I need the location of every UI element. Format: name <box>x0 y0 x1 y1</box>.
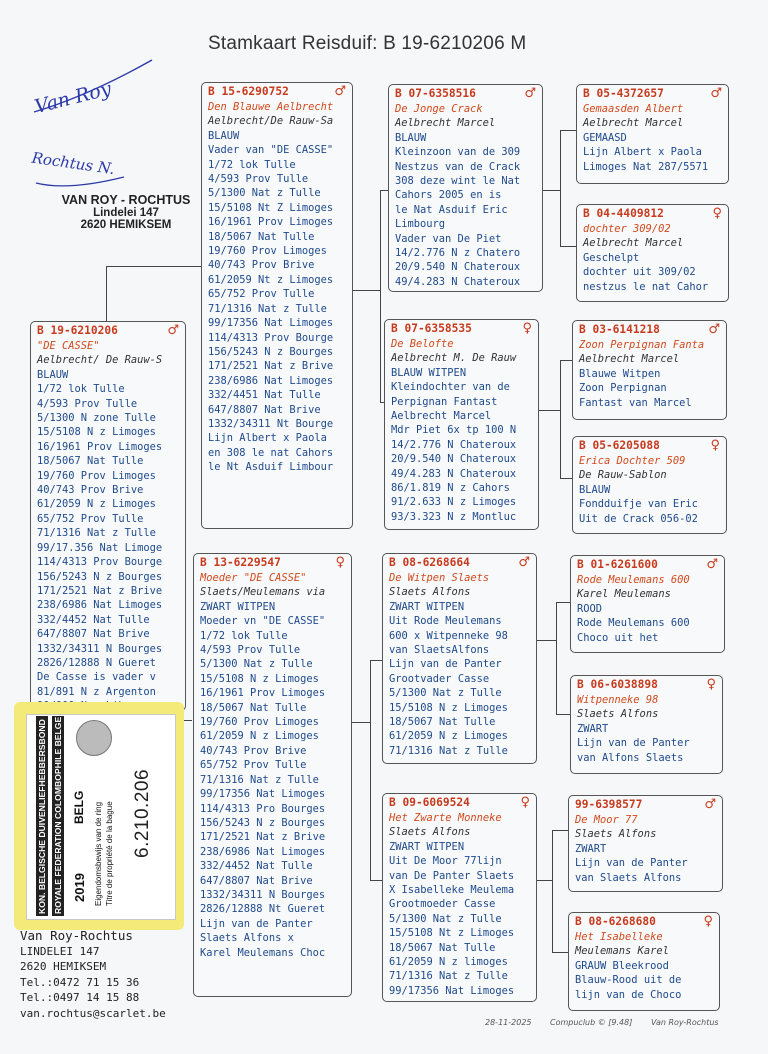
sex-icon: ♀ <box>520 795 530 810</box>
pigeon-breeder: Aelbrecht Marcel <box>583 237 684 250</box>
connector-line <box>370 880 382 881</box>
pigeon-header <box>200 556 351 571</box>
owner-city: 2620 HEMIKSEM <box>20 960 107 973</box>
pigeon-card-father <box>201 82 353 529</box>
pigeon-result-line: 65/752 Prov Tulle <box>200 759 307 772</box>
pigeon-result-line: 61/2059 N z Limoges <box>389 730 508 743</box>
pigeon-result-line: 15/5108 Nt Z Limoges <box>208 201 334 214</box>
pigeon-result-line: 171/2521 Nat z Brive <box>37 584 163 597</box>
ring-number: B 04-4409812 <box>583 207 664 220</box>
signature-text-2: Rochtus N. <box>30 148 116 179</box>
pigeon-result-line: 4/593 Prov Tulle <box>200 644 301 657</box>
ring-number: 6.210.206 <box>132 768 153 858</box>
pigeon-result-line: 61/2059 N z Limoges <box>200 730 319 743</box>
pigeon-header <box>208 85 352 100</box>
pigeon-result-line: Limoges Nat 287/5571 <box>583 160 709 173</box>
pigeon-card-mfm <box>570 675 723 774</box>
pigeon-result-line: Limbourg <box>395 218 446 231</box>
pigeon-card-fmm <box>572 436 727 534</box>
pigeon-result-line: 19/760 Prov Limoges <box>208 245 327 258</box>
pigeon-result-line: 20/9.540 N Chateroux <box>395 261 521 274</box>
connector-line <box>537 880 552 881</box>
pigeon-result-line: 71/1316 Nat z Tulle <box>200 773 319 786</box>
connector-line <box>352 722 370 723</box>
owner-tel-2: Tel.:0497 14 15 88 <box>20 991 140 1004</box>
pigeon-result-line: 18/5067 Nat Tulle <box>208 230 315 243</box>
ring-number: B 06-6038898 <box>577 678 658 691</box>
pigeon-result-line: 14/2.776 N Chateroux <box>391 438 517 451</box>
pigeon-result-line: Lijn Albert x Paola <box>583 146 702 159</box>
pigeon-result-line: 61/2059 N z limoges <box>389 956 508 969</box>
page-title: Stamkaart Reisduif: B 19-6210206 M <box>208 33 527 54</box>
pigeon-result-line: 332/4451 Nat Tulle <box>208 389 321 402</box>
pigeon-result-line: Nestzus van de Crack <box>395 160 521 173</box>
pigeon-result-line: 114/4313 Prov Bourge <box>37 556 163 569</box>
pigeon-result-line: 1/72 lok Tulle <box>208 158 296 171</box>
pigeon-result-line: 65/752 Prov Tulle <box>37 512 144 525</box>
signature-van-roy <box>28 38 158 118</box>
connector-line <box>370 660 371 880</box>
pigeon-result-line: 171/2521 Nat z Brive <box>208 360 334 373</box>
stamp-line-1: VAN ROY - ROCHTUS <box>61 193 191 207</box>
ring-number: B 07-6358535 <box>391 322 472 335</box>
connector-line <box>106 266 202 267</box>
pigeon-color: ZWART <box>575 842 607 855</box>
pigeon-header <box>395 87 542 102</box>
connector-line <box>552 830 568 831</box>
pigeon-result-line: Slaets Alfons x <box>200 932 294 945</box>
pigeon-breeder: Aelbrecht Marcel <box>395 117 496 130</box>
pigeon-result-line: 5/1300 Nat z Tulle <box>389 687 502 700</box>
pigeon-name: Erica Dochter 509 <box>579 455 686 467</box>
pigeon-name: "DE CASSE" <box>37 340 100 352</box>
pigeon-result-line: 156/5243 N z Bourges <box>37 570 163 583</box>
pigeon-result-line: 114/4313 Prov Bourge <box>208 331 334 344</box>
pigeon-card-mother <box>193 553 352 997</box>
pigeon-card-mm <box>382 793 537 1002</box>
pigeon-result-line: 93/3.323 N z Montluc <box>391 510 517 523</box>
pigeon-result-line: Kleinzoon van de 309 <box>395 146 521 159</box>
pigeon-result-line: 647/8807 Nat Brive <box>37 628 150 641</box>
pigeon-result-line: 16/1961 Prov Limoges <box>200 687 326 700</box>
pigeon-result-line: 91/2.633 N z Limoges <box>391 496 517 509</box>
ring-number: B 08-6268664 <box>389 556 470 569</box>
pigeon-breeder: De Rauw-Sablon <box>579 469 667 482</box>
pigeon-name: De Belofte <box>391 338 454 350</box>
sex-icon: ♂ <box>708 322 720 337</box>
pigeon-result-line: Fondduifje van Eric <box>579 498 698 511</box>
pigeon-result-line: 1332/34311 N Bourges <box>37 642 163 655</box>
sex-icon: ♂ <box>334 84 346 99</box>
pigeon-result-line: 5/1300 Nat z Tulle <box>389 912 502 925</box>
pigeon-result-line: Choco uit het <box>577 631 659 644</box>
pigeon-result-line: 5/1300 Nat z Tulle <box>200 658 313 671</box>
pigeon-header <box>577 558 724 573</box>
pigeon-result-line: Zoon Perpignan <box>579 382 667 395</box>
pigeon-result-line: Lijn van de Panter <box>389 658 502 671</box>
ring-number: B 03-6141218 <box>579 323 660 336</box>
ring-org-fr: ROYALE FEDERATION COLOMBOPHILE BELGE <box>53 716 63 914</box>
ring-number: B 01-6261600 <box>577 558 658 571</box>
pigeon-name: Het Isabelleke <box>575 931 663 943</box>
pigeon-color: ZWART WITPEN <box>200 600 276 613</box>
pigeon-header <box>389 796 536 811</box>
pigeon-result-line: 71/1316 Nat z Tulle <box>389 744 508 757</box>
pigeon-result-line: 49/4.283 N Chateroux <box>395 275 521 288</box>
pigeon-result-line: 86/1.819 N z Cahors <box>391 482 510 495</box>
pigeon-result-line: 2826/12888 N Gueret <box>37 656 156 669</box>
pigeon-header <box>577 678 722 693</box>
pigeon-breeder: Slaets Alfons <box>389 586 471 599</box>
pigeon-card-mf <box>382 553 537 764</box>
pigeon-breeder: Aelbrecht/ De Rauw-S <box>37 354 163 367</box>
pigeon-result-line: 114/4313 Pro Bourges <box>200 802 326 815</box>
sex-icon: ♀ <box>710 438 720 453</box>
pigeon-color: ZWART WITPEN <box>389 840 465 853</box>
pigeon-result-line: 71/1316 Nat z Tulle <box>37 527 156 540</box>
pigeon-header <box>583 87 728 102</box>
pigeon-name: Moeder "DE CASSE" <box>200 572 307 584</box>
connector-line <box>560 130 561 246</box>
pigeon-breeder: Slaets Alfons <box>389 826 471 839</box>
pigeon-result-line: 99/17356 Nat Limoges <box>208 317 334 330</box>
pigeon-result-line: 1332/34311 N Bourges <box>200 888 326 901</box>
pigeon-card-fff <box>576 84 729 184</box>
pigeon-color: GEMAASD <box>583 131 627 144</box>
pigeon-result-line: Uit de Crack 056-02 <box>579 512 698 525</box>
ring-doc-fr: Titre de propriété de la bague <box>105 801 114 906</box>
pigeon-color: ROOD <box>577 602 603 615</box>
pigeon-result-line: 332/4452 Nat Tulle <box>37 613 150 626</box>
pigeon-result-line: dochter uit 309/02 <box>583 266 696 279</box>
pigeon-color: BLAUW <box>37 368 69 381</box>
pigeon-name: De Witpen Slaets <box>389 572 490 584</box>
pigeon-result-line: Rode Meulemans 600 <box>577 617 690 630</box>
pigeon-result-line: 15/5108 N z Limoges <box>200 672 319 685</box>
pigeon-result-line: 5/1300 N zone Tulle <box>37 412 156 425</box>
address-stamp <box>46 193 206 231</box>
connector-line <box>543 190 560 191</box>
pigeon-result-line: 238/6986 Nat Limoges <box>200 845 326 858</box>
pigeon-header <box>575 798 722 813</box>
ring-doc-nl: Eigendomsbewijs van de ring <box>94 801 103 906</box>
pigeon-header <box>389 556 536 571</box>
pigeon-result-line: Kleindochter van de <box>391 381 510 394</box>
sex-icon: ♀ <box>335 555 345 570</box>
sex-icon: ♂ <box>706 557 718 572</box>
pigeon-result-line: 61/2059 N z Limoges <box>37 498 156 511</box>
pigeon-result-line: Lijn van de Panter <box>577 737 690 750</box>
pigeon-result-line: nestzus le nat Cahor <box>583 280 709 293</box>
signature-text: Van Roy <box>32 77 114 118</box>
pigeon-result-line: 40/743 Prov Brive <box>208 259 315 272</box>
pigeon-result-line: 15/5108 N z Limoges <box>37 426 156 439</box>
sex-icon: ♂ <box>518 555 530 570</box>
pigeon-color: BLAUW <box>395 131 427 144</box>
pigeon-result-line: Grootmoeder Casse <box>389 898 496 911</box>
pigeon-name: Zoon Perpignan Fanta <box>579 339 705 351</box>
pigeon-result-line: Blauw-Rood uit de <box>575 974 682 987</box>
pigeon-result-line: 171/2521 Nat z Brive <box>200 831 326 844</box>
pigeon-result-line: 61/2059 Nt z Limoges <box>208 273 334 286</box>
pigeon-result-line: 49/4.283 N Chateroux <box>391 467 517 480</box>
pigeon-breeder: Aelbrecht M. De Rauw <box>391 352 517 365</box>
pigeon-result-line: 332/4452 Nat Tulle <box>200 860 313 873</box>
connector-line <box>556 602 557 714</box>
connector-line <box>538 410 560 411</box>
footer-software: Compuclub © [9.48] <box>550 1018 633 1027</box>
pigeon-result-line: 19/760 Prov Limoges <box>37 469 156 482</box>
pigeon-color: Geschelpt <box>583 251 640 264</box>
pigeon-result-line: X Isabelleke Meulema <box>389 884 515 897</box>
pigeon-result-line: 18/5067 Nat Tulle <box>389 941 496 954</box>
pigeon-result-line: Lijn Albert x Paola <box>208 432 327 445</box>
pigeon-result-line: Vader van De Piet <box>395 232 502 245</box>
pigeon-color: BLAUW <box>208 129 240 142</box>
owner-email: van.rochtus@scarlet.be <box>20 1006 166 1020</box>
ring-number: B 05-6205088 <box>579 439 660 452</box>
pigeon-result-line: 156/5243 N z Bourges <box>200 816 326 829</box>
pigeon-breeder: Slaets Alfons <box>577 708 659 721</box>
pigeon-result-line: Uit Rode Meulemans <box>389 615 502 628</box>
pigeon-breeder: Aelbrecht/De Rauw-Sa <box>208 115 334 128</box>
pigeon-color: Blauwe Witpen <box>579 367 661 380</box>
pigeon-header <box>583 207 728 222</box>
pigeon-result-line: van Slaets Alfons <box>575 871 682 884</box>
pigeon-result-line: le Nat Asduif Eric <box>395 203 508 216</box>
ring-ownership-card <box>14 702 184 930</box>
pigeon-result-line: Lijn van de Panter <box>575 857 688 870</box>
owner-block <box>20 928 166 1021</box>
ring-number: B 05-4372657 <box>583 87 664 100</box>
pigeon-result-line: 71/1316 Nat z Tulle <box>389 970 508 983</box>
pigeon-result-line: 238/6986 Nat Limoges <box>208 374 334 387</box>
pigeon-result-line: Uit De Moor 77lijn <box>389 855 502 868</box>
ring-org-nl: KON. BELGISCHE DUIVENLIEFHEBBERSBOND <box>36 716 48 916</box>
pigeon-color: BLAUW <box>579 483 611 496</box>
pigeon-header <box>391 322 538 337</box>
pigeon-result-line: 16/1961 Prov Limoges <box>208 216 334 229</box>
pigeon-color: GRAUW Bleekrood <box>575 959 669 972</box>
pigeon-result-line: 99/17.356 Nat Limoge <box>37 541 163 554</box>
pigeon-result-line: Perpignan Fantast <box>391 395 498 408</box>
pigeon-result-line: 647/8807 Nat Brive <box>200 874 313 887</box>
pigeon-name: De Jonge Crack <box>395 103 483 115</box>
connector-line <box>560 246 576 247</box>
sex-icon: ♂ <box>524 86 536 101</box>
pigeon-card-fm <box>384 319 539 530</box>
pigeon-card-ff <box>388 84 543 292</box>
pigeon-result-line: Aelbrecht Marcel <box>391 410 492 423</box>
pigeon-result-line: De Casse is vader v <box>37 671 156 684</box>
pigeon-result-line: Grootvader Casse <box>389 672 490 685</box>
ring-emblem-icon <box>76 720 112 756</box>
connector-line <box>380 190 388 191</box>
sex-icon: ♂ <box>710 86 722 101</box>
stamp-line-2: Lindelei 147 <box>93 207 159 219</box>
pigeon-result-line: le Nt Asduif Limbour <box>208 461 334 474</box>
pigeon-color: BLAUW WITPEN <box>391 366 467 379</box>
ring-number: B 08-6268680 <box>575 915 656 928</box>
pigeon-name: Gemaasden Albert <box>583 103 684 115</box>
pigeon-name: De Moor 77 <box>575 814 638 826</box>
pigeon-result-line: 18/5067 Nat Tulle <box>200 701 307 714</box>
pigeon-result-line: 2826/12888 Nt Gueret <box>200 903 326 916</box>
pigeon-result-line: 4/593 Prov Tulle <box>37 397 138 410</box>
pigeon-result-line: Lijn van de Panter <box>200 917 313 930</box>
pigeon-result-line: 40/743 Prov Brive <box>37 484 144 497</box>
pigeon-result-line: 5/1300 Nat z Tulle <box>208 187 321 200</box>
connector-line <box>352 290 380 291</box>
pigeon-breeder: Aelbrecht Marcel <box>583 117 684 130</box>
ring-year: 2019 <box>72 873 87 902</box>
pigeon-result-line: 308 deze wint le Nat <box>395 175 521 188</box>
ring-country: BELG <box>72 790 86 824</box>
pigeon-color: ZWART <box>577 722 609 735</box>
pigeon-result-line: 647/8807 Nat Brive <box>208 403 321 416</box>
pigeon-result-line: Vader van "DE CASSE" <box>208 144 334 157</box>
pigeon-result-line: 99/17356 Nat Limoges <box>200 788 326 801</box>
pigeon-result-line: 20/9.540 N Chateroux <box>391 453 517 466</box>
pigeon-color: ZWART WITPEN <box>389 600 465 613</box>
pigeon-breeder: Slaets Alfons <box>575 828 657 841</box>
pigeon-name: Het Zwarte Monneke <box>389 812 502 824</box>
pigeon-result-line: en 308 le nat Cahors <box>208 446 334 459</box>
pigeon-name: Witpenneke 98 <box>577 694 659 706</box>
pigeon-result-line: van SlaetsAlfons <box>389 644 490 657</box>
pigeon-result-line: van De Panter Slaets <box>389 869 515 882</box>
pigeon-header <box>579 439 726 454</box>
ring-number: B 15-6290752 <box>208 85 289 98</box>
sex-icon: ♀ <box>522 321 532 336</box>
pigeon-result-line: 15/5108 N z Limoges <box>389 701 508 714</box>
pigeon-result-line: Mdr Piet 6x tp 100 N <box>391 424 517 437</box>
footer-owner: Van Roy-Rochtus <box>651 1018 719 1027</box>
pigeon-result-line: 81/891 N z Argenton <box>37 685 156 698</box>
pigeon-card-mff <box>570 555 725 653</box>
connector-line <box>537 640 556 641</box>
pigeon-result-line: 71/1316 Nat z Tulle <box>208 302 327 315</box>
pigeon-breeder: Aelbrecht Marcel <box>579 353 680 366</box>
pigeon-result-line: 18/5067 Nat Tulle <box>37 455 144 468</box>
pigeon-card-mmf <box>568 795 723 892</box>
pigeon-result-line: Karel Meulemans Choc <box>200 946 326 959</box>
pigeon-header <box>579 323 726 338</box>
pigeon-result-line: 1/72 lok Tulle <box>200 629 288 642</box>
signature-rochtus <box>28 125 138 195</box>
connector-line <box>560 360 561 478</box>
pigeon-card-ffm <box>576 204 729 302</box>
pigeon-card-main <box>30 321 186 711</box>
pigeon-result-line: Cahors 2005 en is <box>395 189 502 202</box>
owner-name: Van Roy-Rochtus <box>20 928 133 943</box>
pigeon-result-line: 1/72 lok Tulle <box>37 383 125 396</box>
pigeon-header <box>37 324 185 339</box>
pigeon-result-line: 14/2.776 N z Chatero <box>395 247 521 260</box>
pigeon-name: Den Blauwe Aelbrecht <box>208 101 334 113</box>
pigeon-card-fmf <box>572 320 727 420</box>
pigeon-name: dochter 309/02 <box>583 223 671 235</box>
connector-line <box>552 952 568 953</box>
connector-line <box>560 130 576 131</box>
ring-number: B 09-6069524 <box>389 796 470 809</box>
pigeon-name: Rode Meulemans 600 <box>577 574 690 586</box>
pigeon-result-line: Moeder vn "DE CASSE" <box>200 615 326 628</box>
pigeon-result-line: 19/760 Prov Limoges <box>200 716 319 729</box>
sex-icon: ♂ <box>167 323 179 338</box>
pigeon-result-line: 4/593 Prov Tulle <box>208 173 309 186</box>
stamp-line-3: 2620 HEMIKSEM <box>80 219 172 231</box>
footer-date: 28-11-2025 <box>485 1018 532 1027</box>
ring-number: B 19-6210206 <box>37 324 118 337</box>
pigeon-result-line: 156/5243 N z Bourges <box>208 345 334 358</box>
pigeon-result-line: 65/752 Prov Tulle <box>208 288 315 301</box>
ring-number: B 07-6358516 <box>395 87 476 100</box>
pigeon-result-line: 16/1961 Prov Limoges <box>37 440 163 453</box>
sex-icon: ♀ <box>712 206 722 221</box>
pigeon-breeder: Karel Meulemans <box>577 588 671 601</box>
pigeon-result-line: Fantast van Marcel <box>579 396 692 409</box>
owner-street: LINDELEI 147 <box>20 944 100 958</box>
ring-number: B 13-6229547 <box>200 556 281 569</box>
ring-number: 99-6398577 <box>575 798 643 811</box>
pigeon-card-mmm <box>568 912 720 1011</box>
connector-line <box>552 830 553 952</box>
owner-tel-1: Tel.:0472 71 15 36 <box>20 975 140 989</box>
pigeon-result-line: 600 x Witpenneke 98 <box>389 629 508 642</box>
sex-icon: ♂ <box>704 797 716 812</box>
pigeon-result-line: lijn van de Choco <box>575 988 682 1001</box>
pigeon-result-line: 15/5108 Nt z Limoges <box>389 927 515 940</box>
sex-icon: ♀ <box>703 914 713 929</box>
pigeon-breeder: Meulemans Karel <box>575 945 669 958</box>
pigeon-header <box>575 915 719 930</box>
connector-line <box>370 660 382 661</box>
pigeon-result-line: 238/6986 Nat Limoges <box>37 599 163 612</box>
pigeon-result-line: 1332/34311 Nt Bourge <box>208 417 334 430</box>
connector-line <box>380 190 381 402</box>
pigeon-breeder: Slaets/Meulemans via <box>200 586 326 599</box>
pigeon-result-line: 40/743 Prov Brive <box>200 744 307 757</box>
pigeon-result-line: van Alfons Slaets <box>577 751 684 764</box>
pigeon-result-line: 18/5067 Nat Tulle <box>389 716 496 729</box>
connector-line <box>106 266 107 322</box>
sex-icon: ♀ <box>706 677 716 692</box>
pigeon-result-line: 99/17356 Nat Limoges <box>389 984 515 997</box>
